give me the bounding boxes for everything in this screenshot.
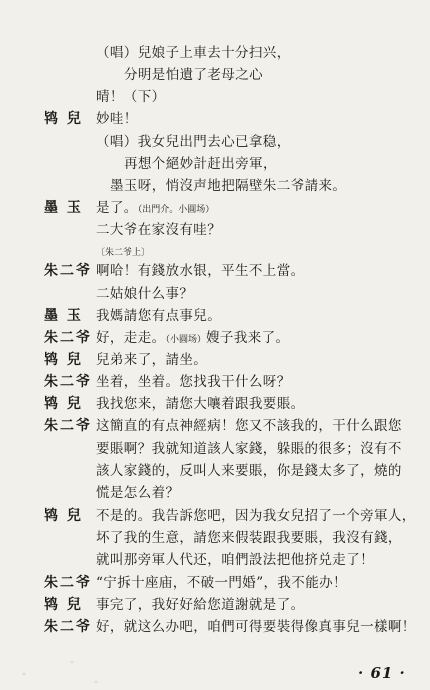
dialogue-line: 妙哇！ [96, 111, 138, 127]
stage-note: （小圓场） [165, 335, 207, 345]
dialogue-line: 要賬啊？我就知道該人家錢，躲賬的很多；沒有不 [96, 441, 402, 457]
dialogue-line: “宁拆十座庙，不破一門婚”，我不能办！ [96, 575, 347, 591]
dialogue-line: 这簡直的有点神經病！您又不該我的，干什么跟您 [96, 418, 402, 434]
stage-note: （出門介。小圓场） [137, 205, 215, 215]
lyric-line: 分明是怕遺了老母之心 [124, 67, 263, 83]
speaker-label: 朱二爷 [44, 575, 92, 591]
dialogue-line [96, 199, 214, 219]
dialogue-line: 我媽請您有点事兒。 [96, 308, 222, 324]
speaker-label: 鸨 兒 [44, 597, 83, 613]
dialogue-line: 我找您来，請您大嚷着跟我要賬。 [96, 396, 305, 412]
speaker-label: 朱二爷 [44, 374, 92, 390]
speaker-label: 朱二爷 [44, 263, 92, 279]
lyric-line: （唱）我女兒出門去心已拿稳， [96, 134, 291, 150]
page-number: · 61 · [358, 664, 406, 682]
speaker-label: 鸨 兒 [44, 352, 83, 368]
dialogue-line: 二大爷在家沒有哇？ [96, 222, 222, 238]
speaker-label: 墨 玉 [44, 308, 83, 324]
speaker-label: 鸨 兒 [44, 111, 83, 127]
dialogue-line: 啊哈！有錢放水银，平生不上當。 [96, 263, 305, 279]
dialogue-line: 就叫那旁軍人代还，咱們設法把他挤兑走了！ [96, 552, 374, 568]
dialogue-text: 嫂子我来了。 [206, 330, 290, 346]
speaker-label: 鸨 兒 [44, 396, 83, 412]
lyric-line: 墨玉呀，悄沒声地把隔壁朱二爷請来。 [110, 178, 347, 194]
stage-direction: 晴！（下） [96, 89, 166, 105]
stage-direction: 〔朱二爷上〕 [96, 248, 151, 258]
dialogue-text: 好，走走。 [96, 330, 166, 346]
dialogue-line: 事完了，我好好給您道謝就是了。 [96, 597, 305, 613]
dialogue-text: 是了。 [96, 200, 138, 216]
dialogue-line: 兒弟来了，請坐。 [96, 352, 208, 368]
lyric-line: 再想个絕妙計赶出旁軍， [124, 156, 277, 172]
dialogue-line: 坐着，坐着。您找我干什么呀？ [96, 374, 291, 390]
scan-speckle [0, 650, 120, 690]
dialogue-line: 坏了我的生意，請您来假装跟我要賬，我沒有錢， [96, 530, 402, 546]
dialogue-line: 二姑娘什么事？ [96, 286, 194, 302]
speaker-label: 朱二爷 [44, 418, 92, 434]
speaker-label: 鸨 兒 [44, 508, 83, 524]
speaker-label: 朱二爷 [44, 330, 92, 346]
dialogue-line: 慌是怎么着？ [96, 485, 180, 501]
lyric-line: （唱）兒娘子上車去十分扫兴， [96, 45, 291, 61]
dialogue-line [96, 329, 289, 349]
speaker-label: 朱二爷 [44, 619, 92, 635]
dialogue-line: 不是的。我告訴您吧，因为我女兒招了一个旁軍人， [96, 508, 416, 524]
dialogue-line: 好，就这么办吧，咱們可得要裝得像真事兒一樣啊！ [96, 619, 416, 635]
speaker-label: 墨 玉 [44, 200, 83, 216]
dialogue-line: 該人家錢的，反叫人来要賬，你是錢太多了，燒的 [96, 463, 402, 479]
